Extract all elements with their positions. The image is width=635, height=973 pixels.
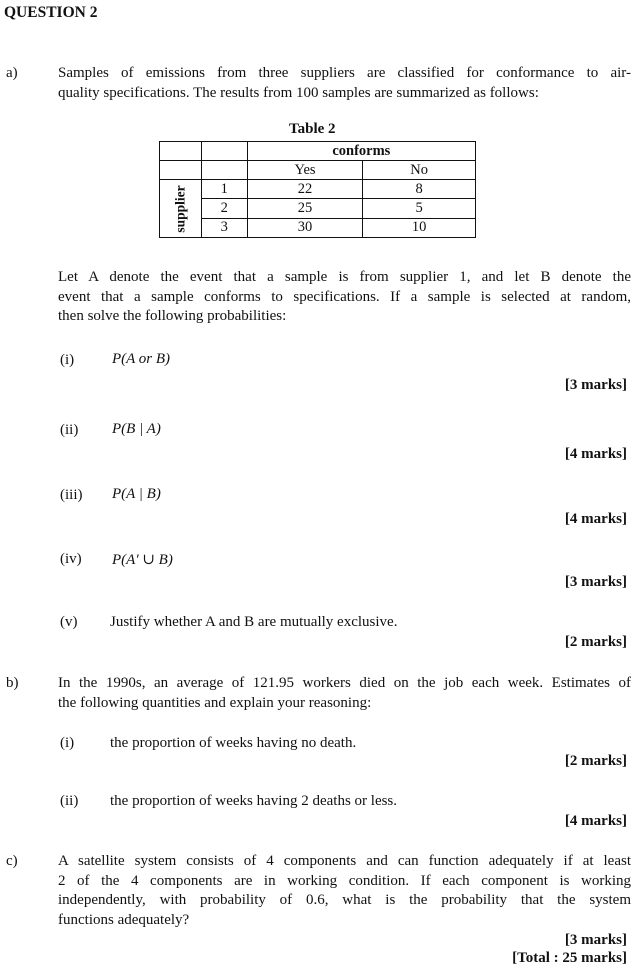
table-subheader-row [160,161,476,180]
yes-cell: 25 [247,199,363,218]
part-c-body [58,852,631,930]
yes-cell: 30 [247,218,363,237]
total-marks: [Total : 25 marks] [512,950,627,966]
subpart-a-v-num: (v) [60,614,78,630]
subpart-a-iv-marks: [3 marks] [564,574,627,590]
part-a-intro-line: quality specifications. The results from 100 samples are summarized as follows: [58,84,539,101]
question-title: QUESTION 2 [4,4,98,21]
supplier-conformance-table [159,141,476,238]
table-header-row [160,142,476,161]
no-cell: 8 [363,180,476,199]
supplier-id-cell: 1 [201,180,247,199]
supplier-row-label [160,180,202,238]
part-b-label: b) [6,675,19,691]
part-c-label: c) [6,853,18,869]
subpart-b-ii-text: the proportion of weeks having 2 deaths or less. [110,793,398,809]
part-b-intro-line: the following quantities and explain your reasoning: [58,694,372,711]
supplier-id-cell: 3 [201,218,247,237]
part-c-line: independently, with probability of 0.6, what is the probability that the system [58,892,631,908]
part-a-intro [58,64,631,103]
part-a-label: a) [6,65,18,81]
table-corner-cell [201,142,247,161]
column-header-no: No [363,161,476,180]
part-b-intro [58,674,631,713]
subpart-a-i-num: (i) [60,352,75,368]
table-corner-cell [160,142,202,161]
part-a-body-line: then solve the following probabilities: [58,308,287,324]
no-cell: 10 [363,218,476,237]
subpart-a-iii-num: (iii) [60,487,83,503]
subpart-b-ii-num: (ii) [60,793,79,809]
part-a-body-line: event that a sample conforms to specifications. If a sample is selected at random, [58,288,631,305]
no-cell: 5 [363,199,476,218]
part-a-body [58,268,631,327]
subpart-b-i-marks: [2 marks] [564,753,627,769]
table-row [160,180,476,199]
table-row [160,199,476,218]
subpart-a-ii-text: P(B | A) [112,421,161,437]
table-corner-cell [201,161,247,180]
supplier-id-cell: 2 [201,199,247,218]
subpart-a-i-marks: [3 marks] [564,377,627,393]
part-a-intro-line: Samples of emissions from three suppliers are classified for conformance to air- [58,65,631,81]
subpart-a-iv-num: (iv) [60,551,82,567]
yes-cell: 22 [247,180,363,199]
conforms-header: conforms [247,142,475,161]
subpart-b-i-num: (i) [60,735,75,751]
part-b-intro-line: In the 1990s, an average of 121.95 workers died on the job each week. Estimates of [58,675,631,691]
table-row [160,218,476,237]
supplier-label-text: supplier [172,184,188,233]
table-corner-cell [160,161,202,180]
subpart-a-iv-text: P(A′ ∪ B) [112,552,173,568]
part-c-line: A satellite system consists of 4 components and can function adequately if at least [58,853,631,869]
subpart-a-iii-marks: [4 marks] [564,511,627,527]
subpart-a-ii-num: (ii) [60,422,79,438]
part-c-line: 2 of the 4 components are in working condition. If each component is working [58,872,631,889]
subpart-a-i-text: P(A or B) [112,351,171,367]
subpart-a-ii-marks: [4 marks] [564,446,627,462]
part-a-body-line: Let A denote the event that a sample is from supplier 1, and let B denote the [58,269,631,285]
subpart-a-iii-text: P(A | B) [112,486,161,502]
column-header-yes: Yes [247,161,363,180]
subpart-a-v-text: Justify whether A and B are mutually exclusive. [110,614,398,630]
subpart-a-v-marks: [2 marks] [564,634,627,650]
table-caption: Table 2 [289,121,336,137]
subpart-b-ii-marks: [4 marks] [564,813,627,829]
subpart-b-i-text: the proportion of weeks having no death. [110,735,357,751]
part-c-line: functions adequately? [58,911,190,928]
part-c-marks: [3 marks] [564,932,627,948]
